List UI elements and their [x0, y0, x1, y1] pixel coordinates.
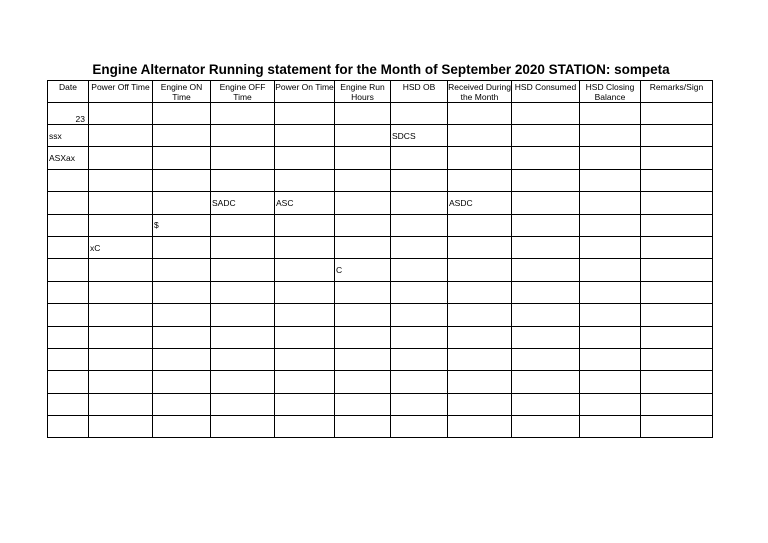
table-cell-engine_on[interactable] — [153, 281, 211, 303]
table-cell-engine_off[interactable] — [211, 393, 275, 415]
table-cell-engine_off[interactable] — [211, 147, 275, 169]
table-cell-power_off[interactable] — [89, 281, 153, 303]
table-cell-run_hours[interactable] — [335, 281, 391, 303]
table-cell-received[interactable] — [448, 326, 512, 348]
table-cell-hsd_consumed[interactable] — [512, 192, 580, 214]
table-cell-received[interactable] — [448, 393, 512, 415]
table-cell-remarks[interactable] — [641, 192, 713, 214]
table-cell-date[interactable] — [48, 192, 89, 214]
table-cell-run_hours[interactable] — [335, 192, 391, 214]
table-cell-date[interactable]: 23 — [48, 103, 89, 125]
table-cell-date[interactable] — [48, 304, 89, 326]
table-cell-hsd_ob[interactable] — [391, 147, 448, 169]
table-row — [48, 416, 713, 438]
table-cell-power_on[interactable]: ASC — [275, 192, 335, 214]
header-engine-off-time: Engine OFF Time — [211, 81, 275, 103]
table-cell-date[interactable] — [48, 214, 89, 236]
table-cell-run_hours[interactable] — [335, 326, 391, 348]
table-cell-received[interactable] — [448, 371, 512, 393]
table-cell-hsd_consumed[interactable] — [512, 371, 580, 393]
table-cell-engine_off[interactable] — [211, 214, 275, 236]
running-statement-table — [47, 80, 713, 438]
table-cell-remarks[interactable] — [641, 103, 713, 125]
table-row — [48, 125, 713, 147]
table-cell-hsd_consumed[interactable] — [512, 236, 580, 258]
table-cell-run_hours[interactable] — [335, 103, 391, 125]
table-cell-power_on[interactable] — [275, 125, 335, 147]
table-cell-remarks[interactable] — [641, 125, 713, 147]
table-cell-engine_off[interactable] — [211, 416, 275, 438]
table-cell-power_off[interactable] — [89, 214, 153, 236]
table-cell-hsd_ob[interactable] — [391, 416, 448, 438]
table-cell-power_off[interactable] — [89, 192, 153, 214]
table-cell-hsd_consumed[interactable] — [512, 326, 580, 348]
table-cell-remarks[interactable] — [641, 147, 713, 169]
table-cell-remarks[interactable] — [641, 236, 713, 258]
table-cell-power_off[interactable]: xC — [89, 236, 153, 258]
table-cell-hsd_consumed[interactable] — [512, 259, 580, 281]
table-cell-engine_on[interactable] — [153, 393, 211, 415]
table-cell-power_off[interactable] — [89, 259, 153, 281]
table-cell-power_off[interactable] — [89, 326, 153, 348]
table-cell-power_on[interactable] — [275, 147, 335, 169]
table-cell-hsd_ob[interactable] — [391, 214, 448, 236]
table-row — [48, 393, 713, 415]
table-cell-hsd_closing[interactable] — [580, 348, 641, 370]
table-cell-received[interactable] — [448, 236, 512, 258]
table-cell-engine_off[interactable] — [211, 125, 275, 147]
table-cell-power_on[interactable] — [275, 326, 335, 348]
table-cell-engine_off[interactable]: SADC — [211, 192, 275, 214]
table-cell-hsd_consumed[interactable] — [512, 169, 580, 191]
table-cell-power_off[interactable] — [89, 125, 153, 147]
table-row — [48, 214, 713, 236]
table-cell-hsd_closing[interactable] — [580, 236, 641, 258]
table-cell-hsd_closing[interactable] — [580, 192, 641, 214]
table-cell-date[interactable] — [48, 326, 89, 348]
statement-title: Engine Alternator Running statement for the Month of September 2020 STATION: sompeta — [92, 62, 670, 77]
table-cell-engine_on[interactable] — [153, 416, 211, 438]
table-cell-hsd_closing[interactable] — [580, 147, 641, 169]
table-cell-hsd_ob[interactable] — [391, 236, 448, 258]
table-cell-remarks[interactable] — [641, 304, 713, 326]
table-cell-hsd_consumed[interactable] — [512, 214, 580, 236]
table-cell-hsd_consumed[interactable] — [512, 103, 580, 125]
table-cell-run_hours[interactable] — [335, 416, 391, 438]
table-row — [48, 192, 713, 214]
table-row — [48, 304, 713, 326]
table-cell-received[interactable]: ASDC — [448, 192, 512, 214]
table-cell-power_on[interactable] — [275, 281, 335, 303]
table-cell-hsd_ob[interactable] — [391, 192, 448, 214]
table-cell-date[interactable] — [48, 371, 89, 393]
table-cell-power_off[interactable] — [89, 169, 153, 191]
table-cell-hsd_consumed[interactable] — [512, 304, 580, 326]
header-engine-on-time: Engine ON Time — [153, 81, 211, 103]
header-hsd-ob: HSD OB — [391, 81, 448, 103]
header-hsd-closing-balance: HSD Closing Balance — [580, 81, 641, 103]
table-cell-remarks[interactable] — [641, 259, 713, 281]
table-cell-run_hours[interactable] — [335, 371, 391, 393]
table-cell-power_on[interactable] — [275, 236, 335, 258]
table-cell-remarks[interactable] — [641, 169, 713, 191]
table-cell-engine_off[interactable] — [211, 281, 275, 303]
table-cell-engine_on[interactable] — [153, 169, 211, 191]
table-cell-engine_on[interactable] — [153, 192, 211, 214]
table-cell-engine_off[interactable] — [211, 348, 275, 370]
table-cell-engine_on[interactable]: $ — [153, 214, 211, 236]
table-cell-power_on[interactable] — [275, 371, 335, 393]
table-cell-remarks[interactable] — [641, 326, 713, 348]
table-cell-remarks[interactable] — [641, 281, 713, 303]
table-cell-engine_on[interactable] — [153, 304, 211, 326]
table-cell-engine_on[interactable] — [153, 371, 211, 393]
table-cell-hsd_closing[interactable] — [580, 304, 641, 326]
table-cell-hsd_closing[interactable] — [580, 103, 641, 125]
table-cell-received[interactable] — [448, 259, 512, 281]
table-cell-hsd_closing[interactable] — [580, 259, 641, 281]
table-row — [48, 103, 713, 125]
table-cell-received[interactable] — [448, 348, 512, 370]
table-cell-received[interactable] — [448, 281, 512, 303]
table-cell-hsd_consumed[interactable] — [512, 393, 580, 415]
table-cell-power_off[interactable] — [89, 147, 153, 169]
table-cell-run_hours[interactable] — [335, 125, 391, 147]
table-cell-run_hours[interactable] — [335, 147, 391, 169]
table-cell-received[interactable] — [448, 103, 512, 125]
table-cell-run_hours[interactable] — [335, 304, 391, 326]
table-cell-power_off[interactable] — [89, 393, 153, 415]
table-cell-date[interactable]: ASXax — [48, 147, 89, 169]
table-row — [48, 259, 713, 281]
table-cell-received[interactable] — [448, 147, 512, 169]
table-cell-hsd_ob[interactable] — [391, 326, 448, 348]
table-cell-received[interactable] — [448, 214, 512, 236]
table-cell-run_hours[interactable] — [335, 169, 391, 191]
table-cell-power_off[interactable] — [89, 416, 153, 438]
table-cell-hsd_ob[interactable] — [391, 348, 448, 370]
table-cell-received[interactable] — [448, 416, 512, 438]
header-date: Date — [48, 81, 89, 103]
table-cell-power_on[interactable] — [275, 169, 335, 191]
table-cell-date[interactable] — [48, 281, 89, 303]
header-remarks-sign: Remarks/Sign — [641, 81, 713, 103]
table-cell-power_off[interactable] — [89, 371, 153, 393]
table-cell-power_off[interactable] — [89, 348, 153, 370]
table-cell-hsd_ob[interactable] — [391, 393, 448, 415]
table-cell-hsd_ob[interactable] — [391, 103, 448, 125]
table-cell-engine_on[interactable] — [153, 147, 211, 169]
table-cell-hsd_consumed[interactable] — [512, 147, 580, 169]
table-cell-hsd_ob[interactable] — [391, 169, 448, 191]
table-cell-power_off[interactable] — [89, 304, 153, 326]
table-cell-engine_off[interactable] — [211, 236, 275, 258]
table-cell-date[interactable] — [48, 169, 89, 191]
table-row — [48, 169, 713, 191]
table-cell-hsd_consumed[interactable] — [512, 281, 580, 303]
header-received-during-month: Received During the Month — [448, 82, 511, 102]
table-cell-hsd_closing[interactable] — [580, 416, 641, 438]
table-cell-power_on[interactable] — [275, 304, 335, 326]
header-row — [48, 81, 713, 103]
table-cell-hsd_consumed[interactable] — [512, 125, 580, 147]
table-cell-hsd_closing[interactable] — [580, 371, 641, 393]
table-cell-date[interactable]: ssx — [48, 125, 89, 147]
table-cell-engine_off[interactable] — [211, 371, 275, 393]
table-cell-engine_off[interactable] — [211, 103, 275, 125]
table-cell-hsd_closing[interactable] — [580, 281, 641, 303]
table-cell-engine_on[interactable] — [153, 125, 211, 147]
table-cell-date[interactable] — [48, 259, 89, 281]
table-cell-engine_off[interactable] — [211, 169, 275, 191]
header-power-off-time: Power Off Time — [89, 81, 153, 103]
table-cell-engine_off[interactable] — [211, 304, 275, 326]
header-engine-run-hours: Engine Run Hours — [335, 81, 391, 103]
table-cell-engine_on[interactable] — [153, 259, 211, 281]
table-cell-remarks[interactable] — [641, 214, 713, 236]
table-cell-hsd_consumed[interactable] — [512, 348, 580, 370]
table-cell-power_off[interactable] — [89, 103, 153, 125]
table-cell-hsd_ob[interactable]: SDCS — [391, 125, 448, 147]
table-cell-hsd_ob[interactable] — [391, 304, 448, 326]
table-cell-date[interactable] — [48, 416, 89, 438]
table-cell-remarks[interactable] — [641, 371, 713, 393]
table-cell-power_on[interactable] — [275, 214, 335, 236]
table-cell-hsd_consumed[interactable] — [512, 416, 580, 438]
table-cell-hsd_closing[interactable] — [580, 125, 641, 147]
table-cell-engine_on[interactable] — [153, 103, 211, 125]
table-cell-engine_on[interactable] — [153, 326, 211, 348]
table-cell-engine_on[interactable] — [153, 236, 211, 258]
table-cell-power_on[interactable] — [275, 103, 335, 125]
table-row — [48, 348, 713, 370]
table-cell-hsd_ob[interactable] — [391, 259, 448, 281]
table-cell-power_on[interactable] — [275, 416, 335, 438]
table-cell-engine_on[interactable] — [153, 348, 211, 370]
table-row — [48, 281, 713, 303]
table-cell-run_hours[interactable]: C — [335, 259, 391, 281]
table-row — [48, 147, 713, 169]
table-row — [48, 371, 713, 393]
table-cell-remarks[interactable] — [641, 416, 713, 438]
table-cell-run_hours[interactable] — [335, 348, 391, 370]
table-cell-date[interactable] — [48, 236, 89, 258]
table-cell-run_hours[interactable] — [335, 393, 391, 415]
table-body — [48, 103, 713, 438]
table-cell-engine_off[interactable] — [211, 259, 275, 281]
table-cell-hsd_closing[interactable] — [580, 214, 641, 236]
table-cell-date[interactable] — [48, 393, 89, 415]
table-cell-received[interactable] — [448, 304, 512, 326]
table-cell-hsd_closing[interactable] — [580, 169, 641, 191]
table-cell-hsd_ob[interactable] — [391, 371, 448, 393]
table-cell-date[interactable] — [48, 348, 89, 370]
table-cell-remarks[interactable] — [641, 348, 713, 370]
table-cell-remarks[interactable] — [641, 393, 713, 415]
table-cell-power_on[interactable] — [275, 348, 335, 370]
table-cell-received[interactable] — [448, 125, 512, 147]
table-cell-received[interactable] — [448, 169, 512, 191]
table-cell-hsd_closing[interactable] — [580, 326, 641, 348]
table-cell-power_on[interactable] — [275, 259, 335, 281]
table-cell-hsd_closing[interactable] — [580, 393, 641, 415]
table-cell-engine_off[interactable] — [211, 326, 275, 348]
table-cell-run_hours[interactable] — [335, 236, 391, 258]
table-cell-run_hours[interactable] — [335, 214, 391, 236]
table-cell-hsd_ob[interactable] — [391, 281, 448, 303]
table-row — [48, 236, 713, 258]
table-row — [48, 326, 713, 348]
header-power-on-time: Power On Time — [275, 81, 335, 103]
header-hsd-consumed: HSD Consumed — [512, 81, 580, 103]
table-cell-power_on[interactable] — [275, 393, 335, 415]
